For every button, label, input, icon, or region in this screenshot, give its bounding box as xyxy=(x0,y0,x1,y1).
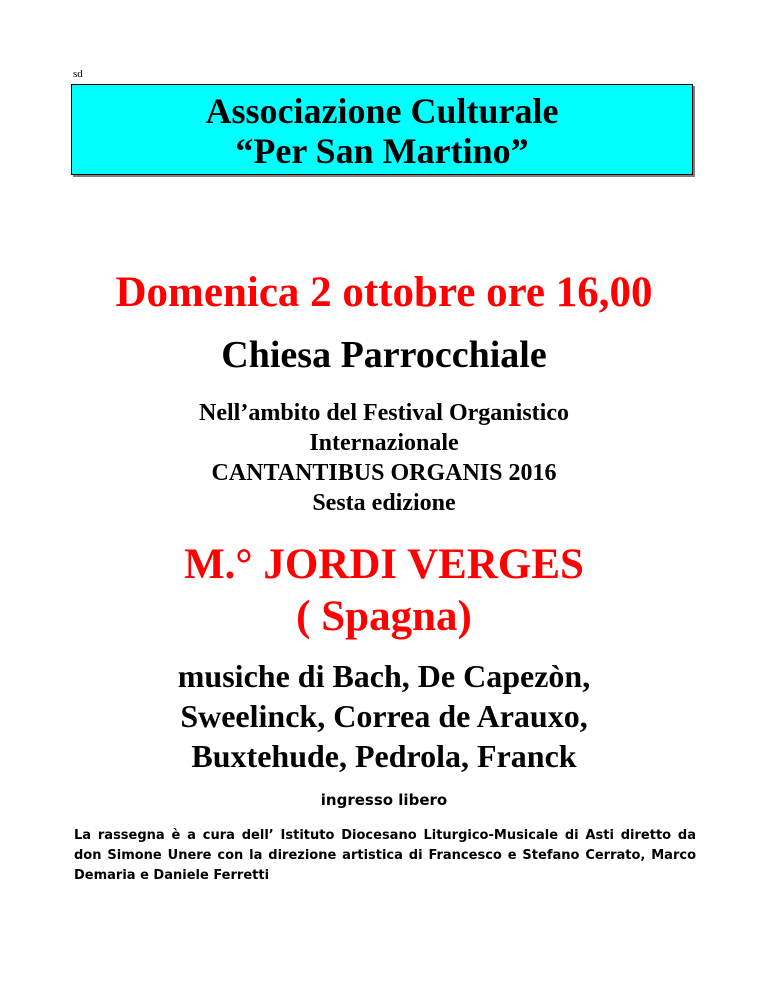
performer-country: ( Spagna) xyxy=(296,593,472,640)
performer-block xyxy=(0,539,768,643)
association-name: Associazione Culturale xyxy=(205,91,559,131)
program-block xyxy=(0,656,768,776)
program-line-1: musiche di Bach, De Capezòn, xyxy=(177,658,591,694)
admission-note: ingresso libero xyxy=(320,791,448,809)
festival-line-4: Sesta edizione xyxy=(312,490,456,516)
festival-info xyxy=(0,398,768,518)
credits-paragraph: La rassegna è a cura dell’ Istituto Diocesano Liturgico-Musicale di Asti diretto da don Simone Unere con la direzione artistica di Francesco e Stefano Cerrato, Marco Demaria e Daniele Ferretti xyxy=(74,828,696,883)
program-line-3: Buxtehude, Pedrola, Franck xyxy=(191,738,577,774)
association-subtitle: “Per San Martino” xyxy=(235,131,529,171)
association-header-box xyxy=(71,84,693,175)
event-date-time: Domenica 2 ottobre ore 16,00 xyxy=(115,269,653,316)
festival-line-3: CANTANTIBUS ORGANIS 2016 xyxy=(211,460,557,486)
festival-line-1: Nell’ambito del Festival Organistico xyxy=(199,400,569,426)
event-venue: Chiesa Parrocchiale xyxy=(221,334,547,376)
program-line-2: Sweelinck, Correa de Arauxo, xyxy=(180,698,588,734)
festival-line-2: Internazionale xyxy=(309,430,459,456)
corner-note: sd xyxy=(73,68,83,80)
performer-name: M.° JORDI VERGES xyxy=(184,541,584,588)
